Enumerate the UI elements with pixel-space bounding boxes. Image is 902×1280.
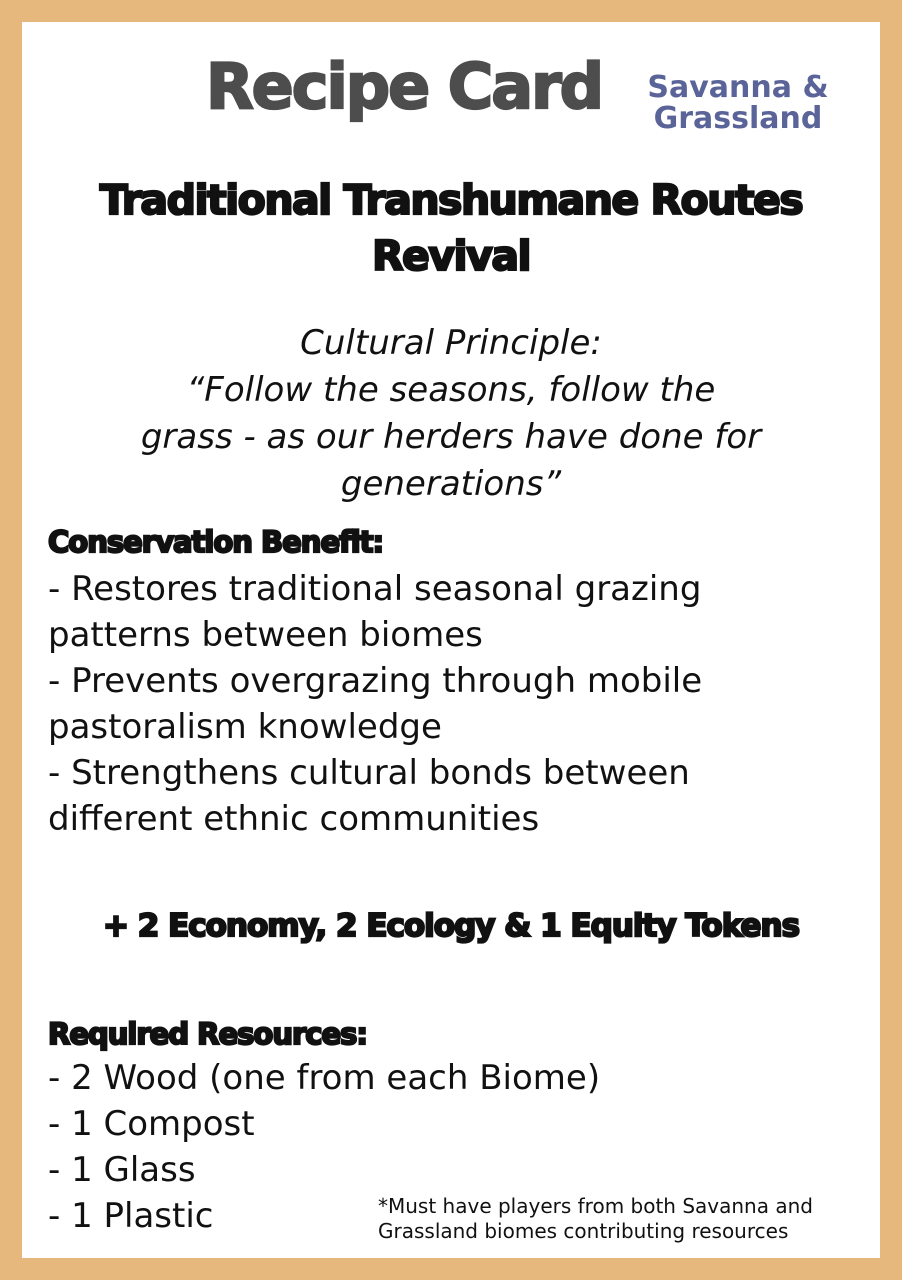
benefit-line: - Prevents overgrazing through mobile <box>48 661 703 701</box>
principle-quote-line3: generations” <box>340 464 562 504</box>
resource-item: - 1 Plastic <box>48 1196 214 1236</box>
recipe-name <box>22 172 880 284</box>
biome-label <box>618 72 858 134</box>
recipe-name-line2: Revival <box>371 232 531 280</box>
resource-item: - 2 Wood (one from each Biome) <box>48 1058 601 1098</box>
recipe-name-line1: Traditional Transhumane Routes <box>99 176 803 224</box>
benefit-line: different ethnic communities <box>48 799 540 839</box>
biome-label-line2: Grassland <box>653 101 823 136</box>
benefit-line: pastoralism knowledge <box>48 707 442 747</box>
benefit-line: patterns between biomes <box>48 615 483 655</box>
principle-quote-line2: grass - as our herders have done for <box>140 417 762 457</box>
conservation-benefit-list <box>48 566 848 842</box>
biome-label-line1: Savanna & <box>647 70 829 105</box>
footnote-line2: Grassland biomes contributing resources <box>378 1219 789 1243</box>
cultural-principle <box>42 320 860 508</box>
resource-item: - 1 Compost <box>48 1104 255 1144</box>
benefit-line: - Strengthens cultural bonds between <box>48 753 690 793</box>
principle-quote-line1: “Follow the seasons, follow the <box>186 370 716 410</box>
principle-label: Cultural Principle: <box>300 323 602 363</box>
recipe-card <box>22 22 880 1258</box>
conservation-benefit-heading: Conservation Benefit: <box>48 525 384 559</box>
resource-item: - 1 Glass <box>48 1150 196 1190</box>
card-title: Recipe Card <box>205 50 603 123</box>
required-resources-heading: Required Resources: <box>48 1017 368 1051</box>
footnote <box>378 1194 878 1244</box>
benefit-line: - Restores traditional seasonal grazing <box>48 569 702 609</box>
footnote-line1: *Must have players from both Savanna and <box>378 1194 813 1218</box>
token-reward: + 2 Economy, 2 Ecology & 1 Equity Tokens <box>102 908 800 944</box>
